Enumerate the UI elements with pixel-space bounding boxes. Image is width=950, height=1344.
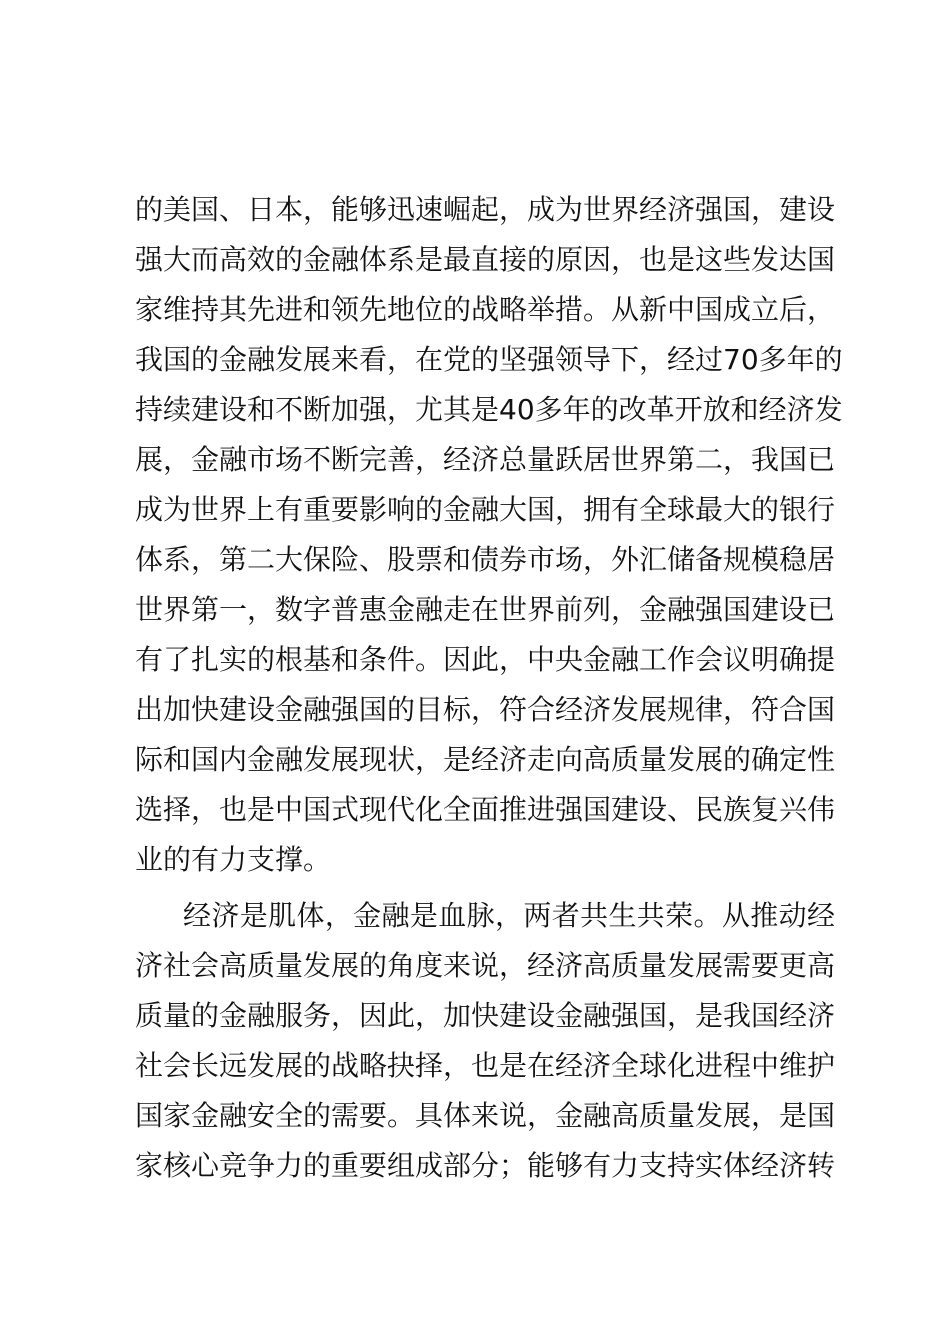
paragraph-1-line-10: 有了扎实的根基和条件。因此，中央金融工作会议明确提 <box>135 643 836 676</box>
paragraph-2-line-4: 社会长远发展的战略抉择，也是在经济全球化进程中维护 <box>135 1049 836 1082</box>
paragraph-1-line-6: 展，金融市场不断完善，经济总量跃居世界第二，我国已 <box>135 443 836 476</box>
paragraph-1-line-12: 际和国内金融发展现状，是经济走向高质量发展的确定性 <box>135 743 836 776</box>
paragraph-1-line-7: 成为世界上有重要影响的金融大国，拥有全球最大的银行 <box>135 493 836 526</box>
paragraph-1-line-2: 强大而高效的金融体系是最直接的原因，也是这些发达国 <box>135 243 836 276</box>
paragraph-2-line-2: 济社会高质量发展的角度来说，经济高质量发展需要更高 <box>135 949 836 982</box>
body-text <box>135 185 843 1191</box>
paragraph-2-line-1: 经济是肌体，金融是血脉，两者共生共荣。从推动经 <box>183 899 835 932</box>
paragraph-2-line-3: 质量的金融服务，因此，加快建设金融强国，是我国经济 <box>135 999 836 1032</box>
paragraph-1-line-4: 我国的金融发展来看，在党的坚强领导下，经过70多年的 <box>135 343 843 376</box>
paragraph-1-line-8: 体系，第二大保险、股票和债券市场，外汇储备规模稳居 <box>135 543 836 576</box>
paragraph-1-line-13: 选择，也是中国式现代化全面推进强国建设、民族复兴伟 <box>135 793 836 826</box>
paragraph-1-line-9: 世界第一，数字普惠金融走在世界前列，金融强国建设已 <box>135 593 836 626</box>
paragraph-2-line-6: 家核心竞争力的重要组成部分；能够有力支持实体经济转 <box>135 1149 836 1182</box>
paragraph-2-line-5: 国家金融安全的需要。具体来说，金融高质量发展，是国 <box>135 1099 836 1132</box>
paragraph-1-line-5: 持续建设和不断加强，尤其是40多年的改革开放和经济发 <box>135 393 843 426</box>
paragraph-1-line-3: 家维持其先进和领先地位的战略举措。从新中国成立后， <box>135 293 836 326</box>
paragraph-1-line-1: 的美国、日本，能够迅速崛起，成为世界经济强国，建设 <box>135 193 836 226</box>
paragraph-1-line-14: 业的有力支撑。 <box>135 843 332 876</box>
paragraph-1-line-11: 出加快建设金融强国的目标，符合经济发展规律，符合国 <box>135 693 836 726</box>
